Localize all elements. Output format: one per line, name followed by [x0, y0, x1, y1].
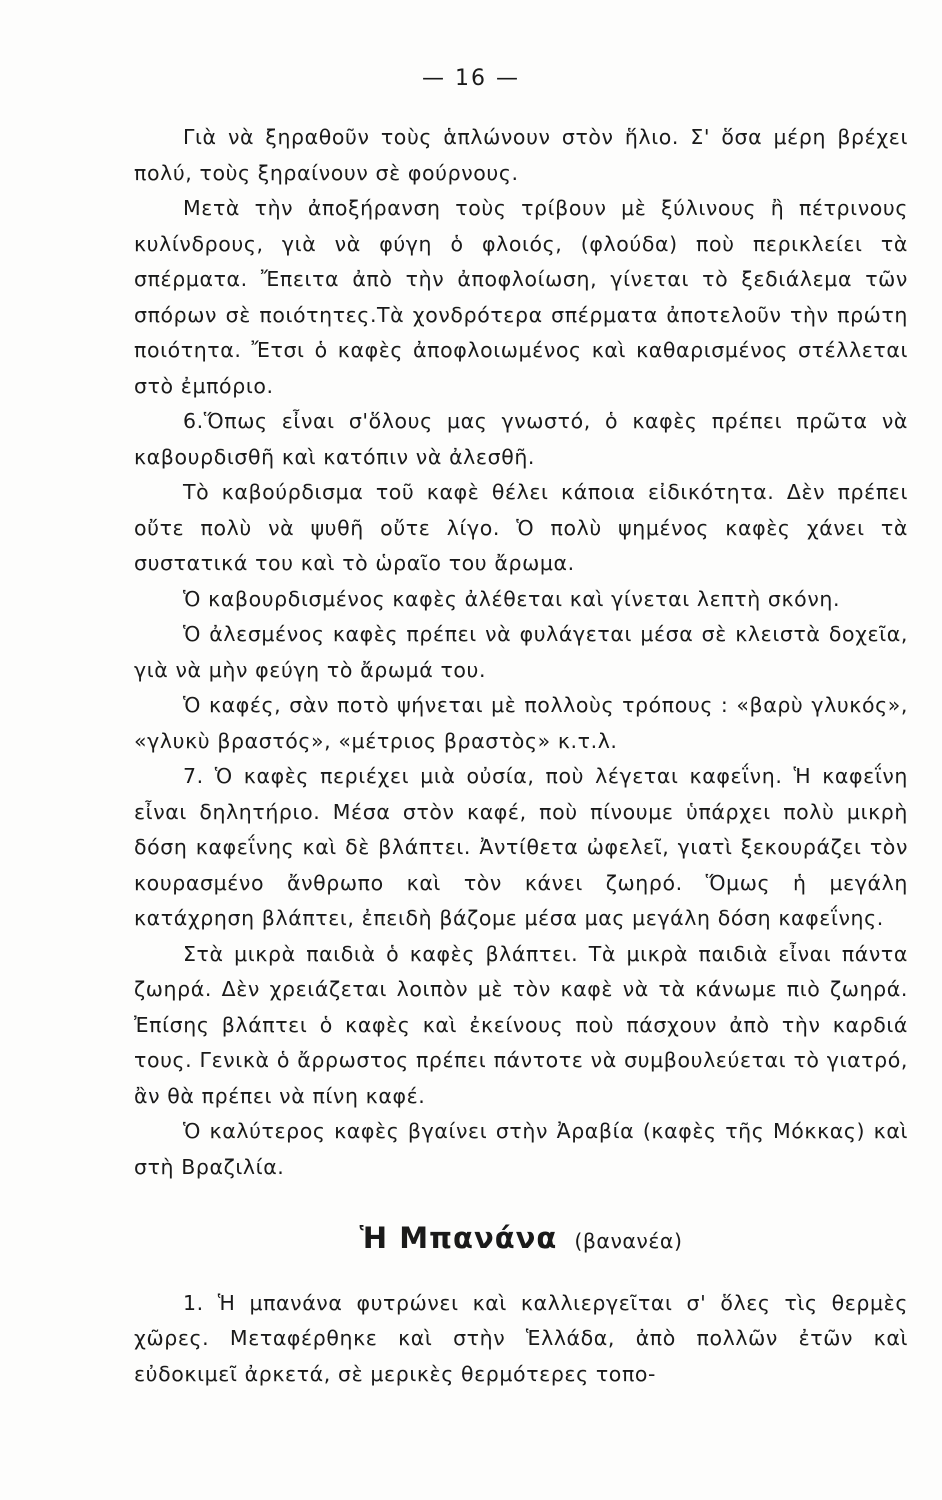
paragraph: 1. Ἡ μπανάνα φυτρώνει καὶ καλλιεργεῖται σ' ὅλες τὶς θερμὲς χῶρες. Μεταφέρθηκε καὶ στὴν Ἑλλάδα, ἀπὸ πολλῶν ἐτῶν καὶ εὐδοκιμεῖ ἀρκετά, σὲ μερικὲς θερμότερες τοπο-: [134, 1290, 908, 1386]
section-heading: [134, 1221, 908, 1260]
section-title: Ἡ Μπανάνα: [359, 1221, 558, 1255]
page-body: [134, 120, 908, 1392]
paragraph: Στὰ μικρὰ παιδιὰ ὁ καφὲς βλάπτει. Τὰ μικρὰ παιδιὰ εἶναι πάντα ζωηρά. Δὲν χρειάζεται λοιπὸν μὲ τὸν καφὲ νὰ τὰ κάνωμε πιὸ ζωηρά. Ἐπίσης βλάπτει ὁ καφὲς καὶ ἐκείνους ποὺ πάσχουν ἀπὸ τὴν καρδιά τους. Γενικὰ ὁ ἄρρωστος πρέπει πάντοτε νὰ συμβουλεύεται τὸ γιατρό, ἂν θὰ πρέπει νὰ πίνη καφέ.: [134, 941, 908, 1108]
paragraph: Ὁ καβουρδισμένος καφὲς ἀλέθεται καὶ γίνεται λεπτὴ σκόνη.: [183, 586, 841, 611]
paragraph: Τὸ καβούρδισμα τοῦ καφὲ θέλει κάποια εἰδικότητα. Δὲν πρέπει οὔτε πολὺ νὰ ψυθῆ οὔτε λίγο. Ὁ πολὺ ψημένος καφὲς χάνει τὰ συστατικά του καὶ τὸ ὡραῖο του ἄρωμα.: [134, 480, 908, 575]
paragraph: Μετὰ τὴν ἀποξήρανση τοὺς τρίβουν μὲ ξύλινους ἢ πέτρινους κυλίνδρους, γιὰ νὰ φύγη ὁ φλοιός, (φλούδα) ποὺ περικλείει τὰ σπέρματα. Ἔπειτα ἀπὸ τὴν ἀποφλοίωση, γίνεται τὸ ξεδιάλεμα τῶν σπόρων σὲ ποιότητες.Τὰ χονδρότερα σπέρματα ἀποτελοῦν τὴν πρώτη ποιότητα. Ἔτσι ὁ καφὲς ἀποφλοιωμένος καὶ καθαρισμένος στέλλεται στὸ ἐμπόριο.: [134, 196, 908, 398]
paragraph: Ὁ ἀλεσμένος καφὲς πρέπει νὰ φυλάγεται μέσα σὲ κλειστὰ δοχεῖα, γιὰ νὰ μὴν φεύγη τὸ ἄρωμά του.: [134, 622, 908, 682]
section-subtitle: (βανανέα): [574, 1229, 683, 1253]
paragraph: Ὁ καλύτερος καφὲς βγαίνει στὴν Ἀραβία (καφὲς τῆς Μόκκας) καὶ στὴ Βραζιλία.: [134, 1119, 908, 1179]
paragraph: 6.Ὅπως εἶναι σ'ὅλους μας γνωστό, ὁ καφὲς πρέπει πρῶτα νὰ καβουρδισθῆ καὶ κατόπιν νὰ ἀλεσθῆ.: [134, 409, 908, 469]
paragraph: Ὁ καφές, σὰν ποτὸ ψήνεται μὲ πολλοὺς τρόπους : «βαρὺ γλυκός», «γλυκὺ βραστός», «μέτριος βραστὸς» κ.τ.λ.: [134, 693, 908, 753]
paragraph: Γιὰ νὰ ξηραθοῦν τοὺς ἁπλώνουν στὸν ἥλιο. Σ' ὅσα μέρη βρέχει πολύ, τοὺς ξηραίνουν σὲ φούρνους.: [134, 125, 908, 185]
page-number: — 16 —: [422, 66, 520, 91]
paragraph: 7. Ὁ καφὲς περιέχει μιὰ οὐσία, ποὺ λέγεται καφεΐνη. Ἡ καφεΐνη εἶναι δηλητήριο. Μέσα στὸν καφέ, ποὺ πίνουμε ὑπάρχει πολὺ μικρὴ δόση καφεΐνης καὶ δὲ βλάπτει. Ἀντίθετα ὠφελεῖ, γιατὶ ξεκουράζει τὸν κουρασμένο ἄνθρωπο καὶ τὸν κάνει ζωηρό. Ὅμως ἡ μεγάλη κατάχρηση βλάπτει, ἐπειδὴ βάζομε μέσα μας μεγάλη δόση καφεΐνης.: [134, 764, 908, 930]
